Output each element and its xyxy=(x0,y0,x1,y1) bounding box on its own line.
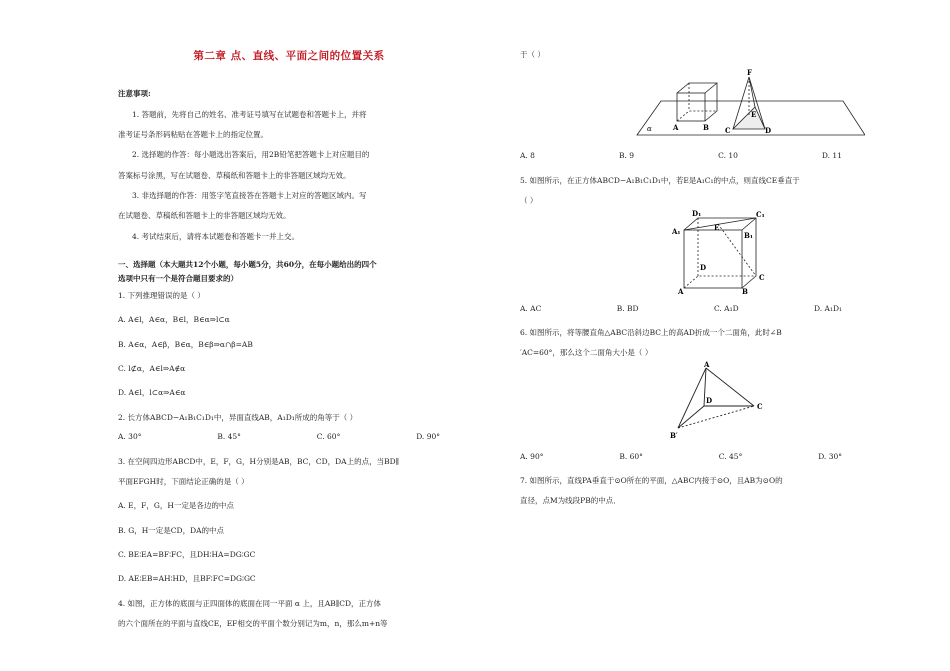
question-5-figure xyxy=(670,208,780,294)
right-column xyxy=(520,50,865,506)
question-5-stem: 5. 如图所示，在正方体ABCD−A₁B₁C₁D₁中，若E是A₁C₁的中点，则直线CE垂直于 xyxy=(520,175,800,185)
cube-edge xyxy=(705,83,717,93)
question-4-option-a: A. 8 xyxy=(520,151,535,161)
question-5-stem: （ ） xyxy=(520,196,538,206)
label-B1: B₁ xyxy=(744,230,753,240)
diag-a1c1 xyxy=(684,218,756,230)
question-1-option-b: B. A∈α，A∈β，B∈α，B∈β⇒α∩β=AB xyxy=(118,339,253,349)
question-2-option-b: B. 45° xyxy=(217,432,241,442)
question-1-option-a: A. A∈l，A∈α，B∈l，B∈α⇒l⊂α xyxy=(118,315,230,325)
question-5-options xyxy=(520,304,842,313)
question-5-option-c: C. A₁D xyxy=(713,303,739,313)
question-6-option-c: C. 45° xyxy=(718,451,743,461)
question-3-option-c: C. BE∶EA=BF∶FC，且DH∶HA=DG∶GC xyxy=(118,550,256,559)
tetra-edge xyxy=(749,77,755,107)
question-1-option-c: C. l⊄α，A∈l⇒A∉α xyxy=(118,364,186,373)
question-4-figure xyxy=(625,67,865,139)
question-1-option-d: D. A∈l，l⊂α⇒A∈α xyxy=(118,388,186,398)
label-alpha: α xyxy=(647,125,652,134)
question-4-stem: 4. 如图，正方体的底面与正四面体的底面在同一平面 α 上，且AB∥CD，正方体 xyxy=(118,598,382,608)
label-A: A xyxy=(678,286,684,294)
question-4-options xyxy=(520,151,842,160)
question-4-option-c: C. 10 xyxy=(718,151,738,161)
section-heading: 一、选择题（本大题共12个小题，每小题5分，共60分，在每小题给出的四个 xyxy=(118,260,377,270)
notice-item: 3. 非选择题的作答：用签字笔直接答在答题卡上对应的答题区域内。写 xyxy=(132,191,367,200)
label-D1: D₁ xyxy=(692,208,702,218)
notice-item: 在试题卷、草稿纸和答题卡上的非答题区域均无效。 xyxy=(118,211,291,221)
question-2-option-c: C. 60° xyxy=(316,432,341,442)
label-C: C xyxy=(759,272,765,282)
notice-heading: 注意事项: xyxy=(118,89,151,99)
notice-item: 准考证号条形码粘贴在答题卡上的指定位置。 xyxy=(118,129,268,139)
label-D: D xyxy=(700,262,707,272)
page-title: 第二章 点、直线、平面之间的位置关系 xyxy=(193,50,385,62)
notice-item: 1. 答题前，先将自己的姓名、准考证号填写在试题卷和答题卡上，并将 xyxy=(132,109,367,119)
label-D: D xyxy=(706,395,713,405)
label-B-prime: B′ xyxy=(670,430,678,440)
question-3-stem: 3. 在空间四边形ABCD中，E，F，G，H分别是AB，BC，CD，DA上的点，当BD∥ xyxy=(118,456,400,466)
cube-front xyxy=(684,230,742,288)
question-4-option-d: D. 11 xyxy=(821,151,842,161)
label-D: D xyxy=(765,126,772,136)
question-3-option-a: A. E，F，G，H一定是各边的中点 xyxy=(118,501,234,511)
question-6-stem: 6. 如图所示，将等腰直角△ABC沿斜边BC上的高AD折成一个二面角，此时∠B xyxy=(520,327,782,337)
cube-back xyxy=(677,83,717,121)
question-4-stem: 的六个面所在的平面与直线CE，EF相交的平面个数分别记为m，n，那么m+n等 xyxy=(118,619,388,629)
label-C: C xyxy=(757,401,763,411)
question-2-option-a: A. 30° xyxy=(118,432,142,442)
edge-bc xyxy=(678,406,754,428)
question-3-option-d: D. AE∶EB=AH∶HD，且BF∶FC=DG∶GC xyxy=(118,574,256,584)
label-A: A xyxy=(704,359,710,369)
notice-item: 2. 选择题的作答：每小题选出答案后，用2B铅笔把答题卡上对应题目的 xyxy=(132,150,370,160)
label-E: E xyxy=(751,110,757,120)
left-column xyxy=(118,50,460,629)
label-A: A xyxy=(673,123,679,133)
question-5-option-d: D. A₁D₁ xyxy=(814,303,842,313)
question-6-figure xyxy=(668,360,768,444)
label-C: C xyxy=(725,126,731,136)
label-A1: A₁ xyxy=(672,226,681,236)
label-B: B xyxy=(703,123,709,133)
label-E: E xyxy=(714,222,720,232)
question-7-stem: 直径，点M为线段PB的中点． xyxy=(520,496,621,506)
edge-ab xyxy=(678,368,706,428)
question-4-stem: 于（ ） xyxy=(520,50,545,59)
question-6-option-b: B. 60° xyxy=(619,451,643,461)
question-3-option-b: B. G，H一定是CD，DA的中点 xyxy=(118,525,224,535)
notice-item: 4. 考试结束后，请将本试题卷和答题卡一并上交。 xyxy=(132,231,300,241)
question-5-option-b: B. BD xyxy=(616,303,639,313)
edge-ac xyxy=(706,368,754,406)
question-6-option-a: A. 90° xyxy=(520,451,544,461)
question-2-option-d: D. 90° xyxy=(416,432,440,442)
label-F: F xyxy=(747,68,752,78)
question-4-option-b: B. 9 xyxy=(619,151,635,161)
question-3-stem: 平面EFGH时，下面结论正确的是（ ） xyxy=(118,476,249,486)
question-6-options xyxy=(520,452,842,461)
label-C1: C₁ xyxy=(756,209,765,219)
question-1-stem: 1. 下列推理错误的是（ ） xyxy=(118,290,205,300)
notice-item: 答案标号涂黑，写在试题卷、草稿纸和答题卡上的非答题区域均无效。 xyxy=(118,170,351,180)
question-6-option-d: D. 30° xyxy=(818,451,842,461)
question-2-stem: 2. 长方体ABCD−A₁B₁C₁D₁中，异面直线AB，A₁D₁所成的角等于（ ） xyxy=(118,412,358,422)
cube-front xyxy=(677,93,705,121)
label-B: B xyxy=(742,286,748,294)
question-7-stem: 7. 如图所示，直线PA垂直于⊙O所在的平面，△ABC内接于⊙O，且AB为⊙O的 xyxy=(520,476,783,485)
question-6-stem: ′AC=60°，那么这个二面角大小是（ ） xyxy=(520,348,653,358)
question-5-option-a: A. AC xyxy=(520,303,542,313)
question-2-options xyxy=(118,432,440,441)
section-heading: 选项中只有一个是符合题目要求的） xyxy=(118,273,238,283)
